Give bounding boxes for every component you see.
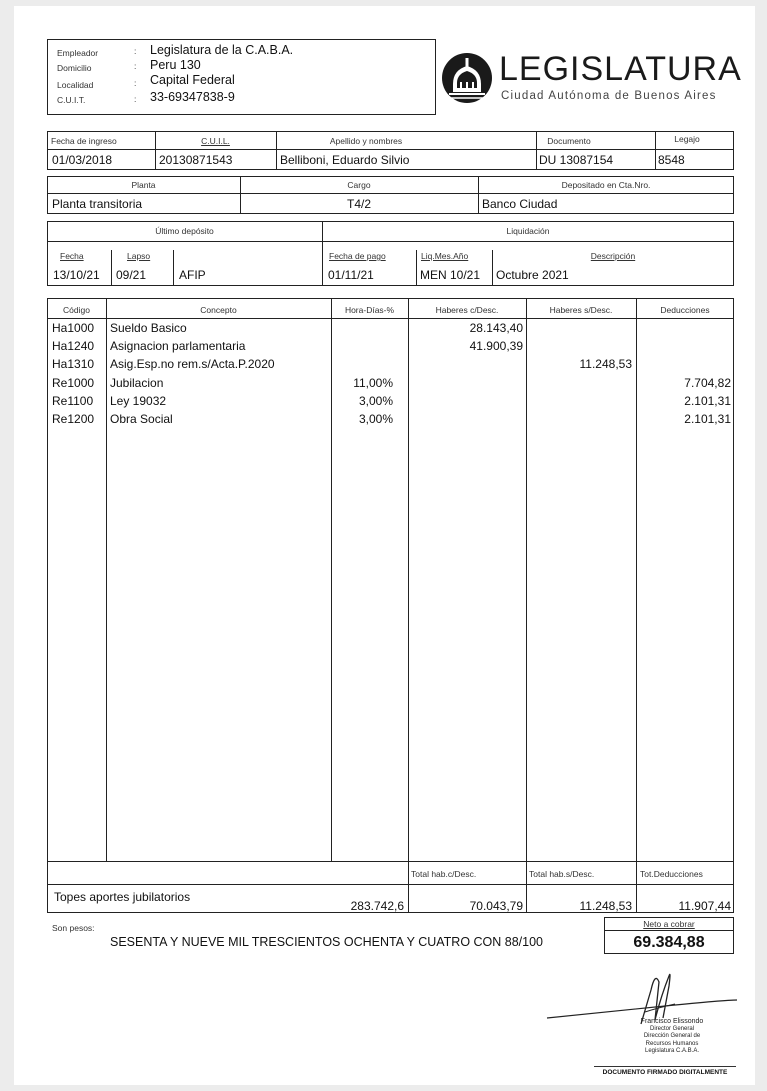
divider bbox=[106, 298, 107, 861]
row-concept: Asig.Esp.no rem.s/Acta.P.2020 bbox=[110, 357, 275, 371]
employer-name: Legislatura de la C.A.B.A. bbox=[150, 43, 294, 57]
planta-value: Planta transitoria bbox=[52, 197, 143, 211]
documento-value: DU 13087154 bbox=[539, 153, 614, 167]
codigo-header: Código bbox=[63, 305, 90, 315]
colon: : bbox=[134, 78, 137, 88]
haberes-s-desc-header: Haberes s/Desc. bbox=[549, 305, 613, 315]
liq-mes-value: MEN 10/21 bbox=[420, 268, 481, 282]
signature-line: Legislatura C.A.B.A. bbox=[644, 1048, 700, 1054]
total-hab-s-header: Total hab.s/Desc. bbox=[529, 869, 595, 879]
descripcion-header: Descripción bbox=[590, 251, 636, 261]
neto-label: Neto a cobrar bbox=[643, 919, 695, 929]
row-pct: 11,00% bbox=[353, 376, 393, 390]
digital-signature-stamp: DOCUMENTO FIRMADO DIGITALMENTE bbox=[594, 1066, 736, 1076]
topes-label: Topes aportes jubilatorios bbox=[54, 890, 191, 904]
colon: : bbox=[134, 61, 137, 71]
divider bbox=[47, 318, 734, 319]
row-ded: 2.101,31 bbox=[684, 394, 731, 408]
row-concept: Jubilacion bbox=[110, 376, 164, 390]
banco-value: Banco Ciudad bbox=[482, 197, 558, 211]
cuit-label: C.U.I.T. bbox=[57, 95, 86, 105]
logo-title: LEGISLATURA bbox=[499, 50, 742, 88]
divider bbox=[47, 241, 734, 242]
legajo-header: Legajo bbox=[674, 134, 700, 144]
divider bbox=[173, 250, 174, 286]
localidad-label: Localidad bbox=[57, 80, 94, 90]
fecha-deposito-value: 13/10/21 bbox=[53, 268, 100, 282]
son-pesos-label: Son pesos: bbox=[52, 923, 95, 933]
haberes-c-desc-header: Haberes c/Desc. bbox=[435, 305, 499, 315]
divider bbox=[47, 149, 734, 150]
colon: : bbox=[134, 94, 137, 104]
employer-cuit: 33-69347838-9 bbox=[150, 90, 235, 104]
apellido-header: Apellido y nombres bbox=[329, 136, 403, 146]
row-code: Re1000 bbox=[52, 376, 95, 390]
deducciones-header: Deducciones bbox=[660, 305, 710, 315]
descripcion-value: Octubre 2021 bbox=[496, 268, 569, 282]
divider bbox=[604, 930, 734, 931]
cuil-value: 20130871543 bbox=[159, 153, 233, 167]
concepts-table bbox=[47, 298, 734, 913]
hora-dias-header: Hora-Días-% bbox=[344, 305, 395, 315]
deposito-cta-header: Depositado en Cta.Nro. bbox=[561, 180, 651, 190]
divider bbox=[636, 298, 637, 913]
row-ded: 7.704,82 bbox=[684, 376, 731, 390]
lapso-header: Lapso bbox=[127, 251, 151, 261]
legajo-value: 8548 bbox=[658, 153, 685, 167]
fecha-deposito-header: Fecha bbox=[60, 251, 84, 261]
legislatura-dome-icon bbox=[441, 50, 493, 106]
liquidacion-title: Liquidación bbox=[506, 226, 550, 236]
fecha-pago-header: Fecha de pago bbox=[329, 251, 386, 261]
total-hab-c-header: Total hab.c/Desc. bbox=[411, 869, 477, 879]
employer-locality: Capital Federal bbox=[150, 73, 235, 87]
row-concept: Sueldo Basico bbox=[110, 321, 187, 335]
amount-in-words: SESENTA Y NUEVE MIL TRESCIENTOS OCHENTA Y CUATRO CON 88/100 bbox=[110, 935, 544, 949]
row-pct: 3,00% bbox=[358, 394, 393, 408]
signature-caption bbox=[632, 1018, 712, 1056]
total-hab-c-value: 70.043,79 bbox=[469, 899, 523, 913]
topes-value: 283.742,6 bbox=[350, 899, 404, 913]
divider bbox=[416, 250, 417, 286]
signature-line: Francisco Elissondo bbox=[640, 1018, 704, 1025]
divider bbox=[47, 884, 734, 885]
row-concept: Ley 19032 bbox=[110, 394, 167, 408]
row-concept: Obra Social bbox=[110, 412, 173, 426]
cargo-value: T4/2 bbox=[346, 197, 371, 211]
divider bbox=[111, 250, 112, 286]
liq-mes-header: Liq.Mes.Año bbox=[421, 251, 469, 261]
concepto-header: Concepto bbox=[200, 305, 237, 315]
fecha-pago-value: 01/11/21 bbox=[328, 268, 374, 282]
row-code: Re1200 bbox=[52, 412, 95, 426]
fecha-ingreso-value: 01/03/2018 bbox=[52, 153, 113, 167]
domicilio-label: Domicilio bbox=[57, 63, 92, 73]
divider bbox=[47, 861, 734, 862]
signature-line: Dirección General de bbox=[643, 1033, 701, 1039]
row-hab-s: 11.248,53 bbox=[579, 357, 632, 371]
row-pct: 3,00% bbox=[358, 412, 393, 426]
logo-subtitle: Ciudad Autónoma de Buenos Aires bbox=[501, 90, 717, 102]
row-code: Ha1000 bbox=[52, 321, 95, 335]
divider bbox=[331, 298, 332, 861]
planta-header: Planta bbox=[131, 180, 156, 190]
employer-address: Peru 130 bbox=[150, 58, 201, 72]
row-code: Re1100 bbox=[52, 394, 94, 408]
tot-deducciones-header: Tot.Deducciones bbox=[640, 869, 703, 879]
cargo-header: Cargo bbox=[347, 180, 371, 190]
employee-name-value: Belliboni, Eduardo Silvio bbox=[280, 153, 410, 167]
signature-line: Director General bbox=[649, 1025, 694, 1032]
employer-label: Empleador bbox=[57, 48, 99, 58]
row-code: Ha1240 bbox=[52, 339, 95, 353]
row-hab-c: 41.900,39 bbox=[469, 339, 523, 353]
cuil-header: C.U.I.L. bbox=[201, 136, 230, 146]
total-hab-s-value: 11.248,53 bbox=[579, 899, 632, 913]
documento-header: Documento bbox=[547, 136, 591, 146]
divider bbox=[408, 298, 409, 913]
divider bbox=[47, 193, 734, 194]
row-code: Ha1310 bbox=[52, 357, 95, 371]
colon: : bbox=[134, 46, 137, 56]
deposit-entity-value: AFIP bbox=[179, 268, 206, 282]
divider bbox=[526, 298, 527, 913]
neto-value: 69.384,88 bbox=[633, 934, 705, 951]
signature-line: Recursos Humanos bbox=[645, 1040, 699, 1047]
row-hab-c: 28.143,40 bbox=[469, 321, 523, 335]
row-concept: Asignacion parlamentaria bbox=[110, 339, 246, 353]
tot-deducciones-value: 11.907,44 bbox=[678, 899, 731, 913]
lapso-value: 09/21 bbox=[116, 268, 147, 282]
row-ded: 2.101,31 bbox=[684, 412, 731, 426]
fecha-ingreso-header: Fecha de ingreso bbox=[51, 136, 117, 146]
ultimo-deposito-title: Último depósito bbox=[155, 226, 214, 236]
